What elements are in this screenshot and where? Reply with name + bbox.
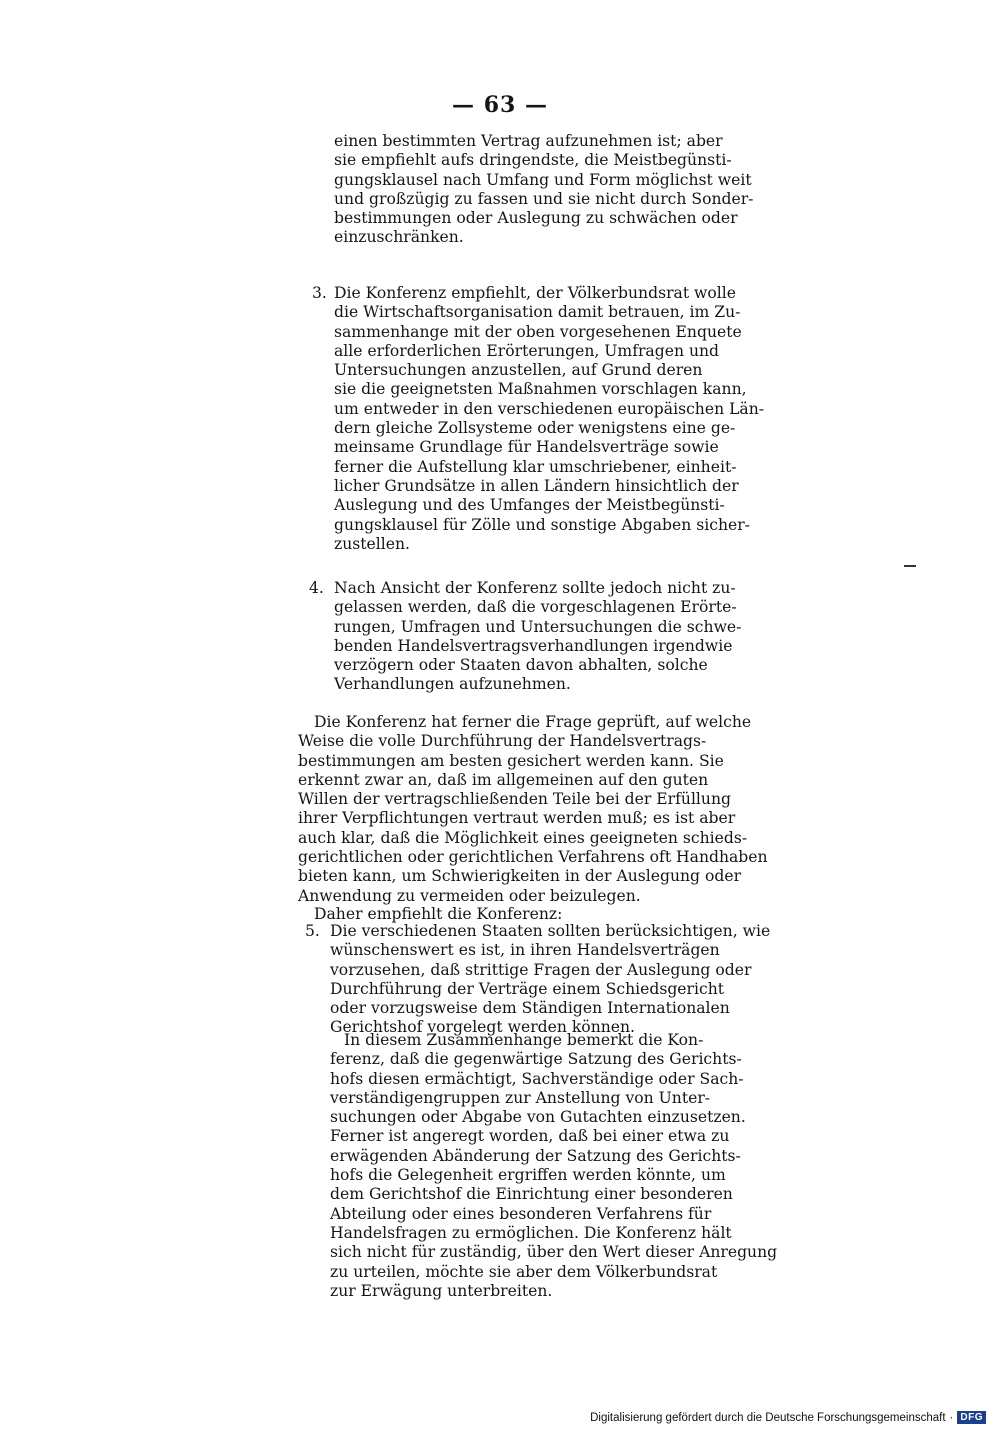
text-line: gungsklausel für Zölle und sonstige Abgaben sicher- [334, 515, 750, 534]
footer [590, 1411, 986, 1424]
margin-mark [904, 565, 916, 567]
text-line: verständigengruppen zur Anstellung von Unter- [330, 1088, 711, 1107]
text-line: gerichtlichen oder gerichtlichen Verfahrens oft Handhaben [298, 848, 768, 867]
text-line: einen bestimmten Vertrag aufzunehmen ist; aber [334, 132, 723, 150]
page-number: — 63 — [452, 92, 548, 118]
text-line: hofs die Gelegenheit ergriffen werden könnte, um [330, 1166, 726, 1185]
text-line: auch klar, daß die Möglichkeit eines geeigneten schieds- [298, 828, 748, 847]
text-line: verzögern oder Staaten davon abhalten, solche [334, 656, 708, 675]
text-line: licher Grundsätze in allen Ländern hinsichtlich der [334, 476, 739, 495]
text-line: und großzügig zu fassen und sie nicht durch Sonder- [334, 189, 754, 208]
item-4-number: 4. [309, 579, 324, 597]
text-line: Abteilung oder eines besonderen Verfahrens für [330, 1204, 712, 1223]
text-line: um entweder in den verschiedenen europäischen Län- [334, 399, 765, 418]
text-line: hofs diesen ermächtigt, Sachverständige oder Sach- [330, 1069, 744, 1088]
text-line: sie die geeignetsten Maßnahmen vorschlagen kann, [334, 380, 747, 399]
text-line: dern gleiche Zollsysteme oder wenigstens eine ge- [334, 419, 736, 438]
text-line: sich nicht für zuständig, über den Wert dieser Anregung [330, 1243, 778, 1262]
text-line: gungsklausel nach Umfang und Form möglichst weit [334, 170, 752, 189]
text-line: zur Erwägung unterbreiten. [330, 1281, 553, 1300]
footer-text: Digitalisierung gefördert durch die Deutsche Forschungsgemeinschaft [590, 1411, 946, 1424]
text-line: ferenz, daß die gegenwärtige Satzung des Gerichts- [330, 1050, 742, 1069]
text-line: Nach Ansicht der Konferenz sollte jedoch nicht zu- [334, 579, 736, 597]
text-line: erwägenden Abänderung der Satzung des Gerichts- [330, 1146, 741, 1165]
text-line: ihrer Verpflichtungen vertraut werden muß; es ist aber [298, 809, 736, 828]
text-line: Untersuchungen anzustellen, auf Grund deren [334, 361, 703, 380]
text-line: Auslegung und des Umfanges der Meistbegünsti- [334, 496, 725, 515]
text-line: Gerichtshof vorgelegt werden können. [330, 1018, 636, 1037]
text-line: bestimmungen oder Auslegung zu schwächen oder [334, 209, 738, 228]
text-line: suchungen oder Abgabe von Gutachten einzusetzen. [330, 1108, 746, 1127]
item-3-text [334, 284, 765, 554]
text-line: gelassen werden, daß die vorgeschlagenen Erörte- [334, 598, 737, 617]
item-5-number: 5. [305, 922, 320, 940]
item-5-continuation [330, 1031, 778, 1301]
text-line: Die verschiedenen Staaten sollten berücksichtigen, wie [330, 922, 771, 940]
text-line: dem Gerichtshof die Einrichtung einer besonderen [330, 1185, 733, 1204]
text-line: In diesem Zusammenhange bemerkt die Kon- [344, 1031, 704, 1049]
footer-separator: · [949, 1411, 954, 1424]
text-line: Willen der vertragschließenden Teile bei der Erfüllung [298, 790, 731, 809]
text-line: zustellen. [334, 534, 410, 553]
text-line: sie empfiehlt aufs dringendste, die Meistbegünsti- [334, 151, 732, 170]
text-line: alle erforderlichen Erörterungen, Umfragen und [334, 341, 720, 360]
text-line: die Wirtschaftsorganisation damit betrauen, im Zu- [334, 303, 741, 322]
text-line: erkennt zwar an, daß im allgemeinen auf den guten [298, 770, 709, 789]
text-line: Ferner ist angeregt worden, daß bei einer etwa zu [330, 1127, 730, 1146]
text-line: benden Handelsvertragsverhandlungen irgendwie [334, 636, 733, 655]
text-line: vorzusehen, daß strittige Fragen der Auslegung oder [330, 960, 752, 979]
text-line: rungen, Umfragen und Untersuchungen die schwe- [334, 617, 742, 636]
text-line: Verhandlungen aufzunehmen. [334, 675, 571, 694]
text-line: sammenhange mit der oben vorgesehenen Enquete [334, 322, 742, 341]
text-line: wünschenswert es ist, in ihren Handelsverträgen [330, 941, 720, 960]
text-line: ferner die Aufstellung klar umschriebener, einheit- [334, 457, 737, 476]
text-line: Die Konferenz empfiehlt, der Völkerbundsrat wolle [334, 284, 736, 302]
item-3-number: 3. [312, 284, 327, 302]
text-line: oder vorzugsweise dem Ständigen Internationalen [330, 999, 730, 1018]
text-line: Handelsfragen zu ermöglichen. Die Konferenz hält [330, 1223, 732, 1242]
text-line: Durchführung der Verträge einem Schiedsgericht [330, 979, 725, 998]
item-4-text [334, 579, 742, 695]
text-line: bestimmungen am besten gesichert werden kann. Sie [298, 751, 724, 770]
text-line: bieten kann, um Schwierigkeiten in der Auslegung oder [298, 867, 742, 886]
text-line: Anwendung zu vermeiden oder beizulegen. [298, 886, 641, 905]
dfg-logo: DFG [957, 1411, 986, 1424]
continuation-text [334, 132, 754, 248]
text-line: Die Konferenz hat ferner die Frage geprüft, auf welche [314, 713, 752, 731]
text-line: Weise die volle Durchführung der Handelsvertrags- [298, 732, 707, 751]
body-paragraph [298, 713, 768, 906]
text-line: zu urteilen, möchte sie aber dem Völkerbundsrat [330, 1262, 718, 1281]
item-5-text [330, 922, 771, 1038]
recommend-intro: Daher empfiehlt die Konferenz: [314, 905, 563, 923]
text-line: meinsame Grundlage für Handelsverträge sowie [334, 438, 719, 457]
text-line: einzuschränken. [334, 228, 464, 247]
